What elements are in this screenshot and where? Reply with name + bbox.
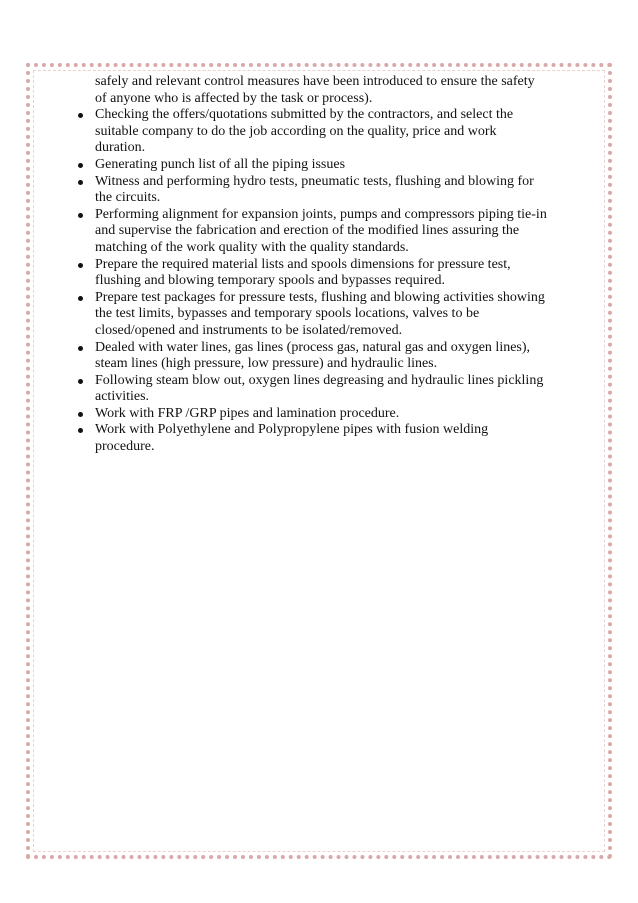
list-item-text: Performing alignment for expansion joints, pumps and compressors piping tie-in and supervise the fabrication and erection of the modified lines assuring the matching of the work quality with the quality standards. bbox=[95, 206, 547, 255]
bullet-list bbox=[78, 107, 548, 455]
list-item bbox=[78, 373, 548, 406]
list-item bbox=[78, 207, 548, 257]
list-item bbox=[78, 107, 548, 157]
list-item bbox=[78, 422, 548, 455]
document-body bbox=[78, 74, 548, 456]
list-item-text: Generating punch list of all the piping issues bbox=[95, 156, 346, 172]
continuation-text: safely and relevant control measures have been introduced to ensure the safety of anyone who is affected by the task or process). bbox=[95, 74, 535, 106]
list-item-text: Following steam blow out, oxygen lines degreasing and hydraulic lines pickling activities. bbox=[95, 372, 544, 405]
list-item bbox=[78, 406, 548, 423]
list-item bbox=[78, 157, 548, 174]
list-item-text: Work with FRP /GRP pipes and lamination procedure. bbox=[95, 405, 400, 421]
list-item-text: Dealed with water lines, gas lines (process gas, natural gas and oxygen lines), steam lines (high pressure, low pressure) and hydraulic lines. bbox=[95, 339, 531, 372]
bullet-icon bbox=[78, 412, 83, 417]
bullet-icon bbox=[78, 180, 83, 185]
list-item-text: Work with Polyethylene and Polypropylene pipes with fusion welding procedure. bbox=[95, 422, 489, 455]
list-item-text: Witness and performing hydro tests, pneumatic tests, flushing and blowing for the circuits. bbox=[95, 173, 534, 206]
bullet-icon bbox=[78, 263, 83, 268]
bullet-icon bbox=[78, 346, 83, 351]
bullet-icon bbox=[78, 163, 83, 168]
list-item bbox=[78, 340, 548, 373]
bullet-icon bbox=[78, 113, 83, 118]
bullet-icon bbox=[78, 379, 83, 384]
bullet-icon bbox=[78, 213, 83, 218]
list-item-text: Prepare test packages for pressure tests, flushing and blowing activities showing the test limits, bypasses and temporary spools locations, valves to be closed/opened and instruments to be isolated/removed. bbox=[95, 289, 545, 338]
list-item bbox=[78, 257, 548, 290]
bullet-icon bbox=[78, 428, 83, 433]
list-item bbox=[78, 174, 548, 207]
list-item bbox=[78, 290, 548, 340]
bullet-icon bbox=[78, 296, 83, 301]
list-item-text: Prepare the required material lists and spools dimensions for pressure test, flushing and blowing temporary spools and bypasses required. bbox=[95, 256, 511, 289]
list-item-text: Checking the offers/quotations submitted by the contractors, and select the suitable company to do the job according on the quality, price and work duration. bbox=[95, 107, 514, 156]
